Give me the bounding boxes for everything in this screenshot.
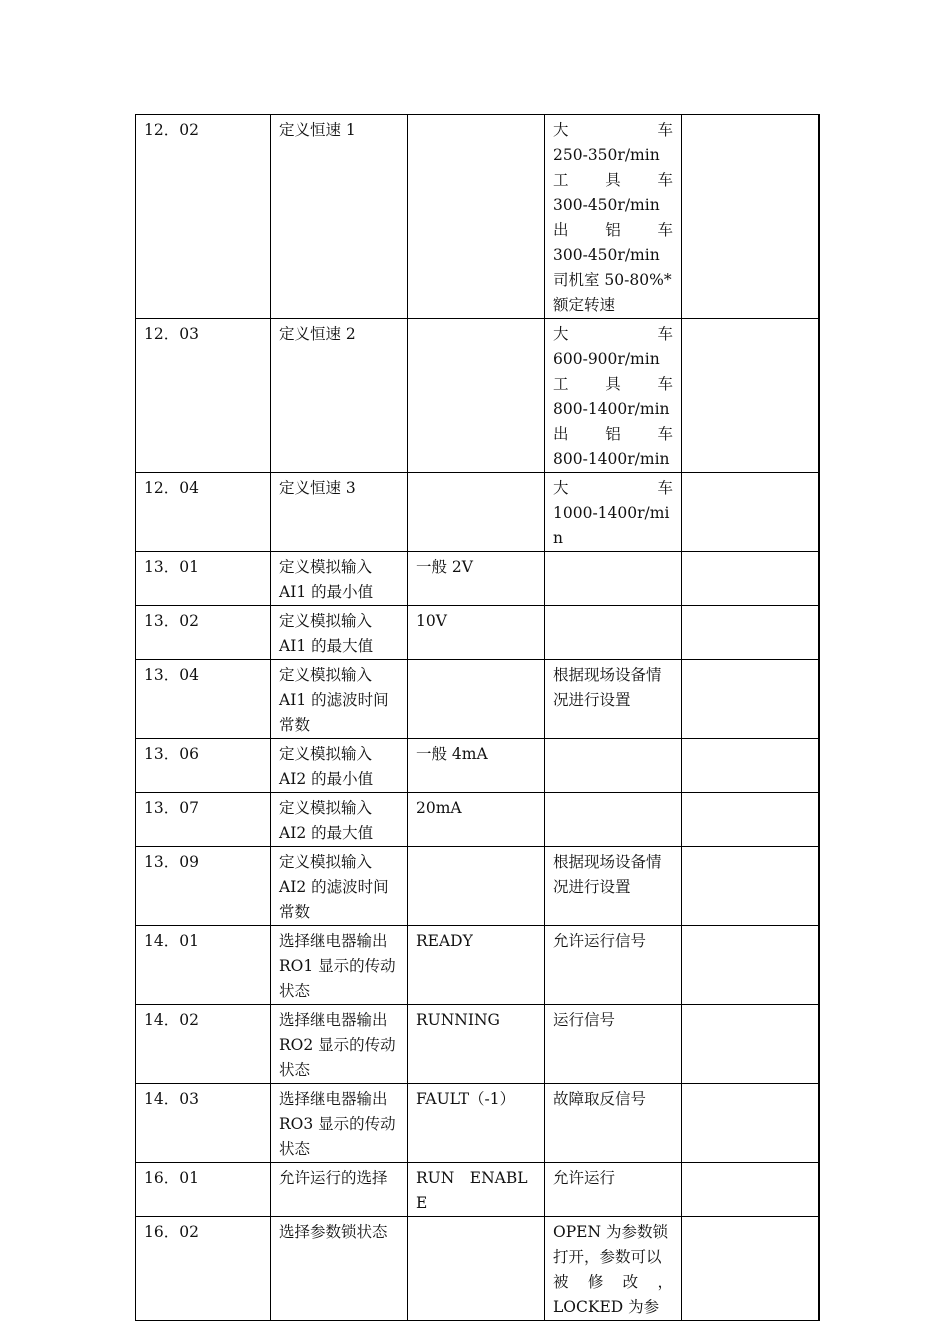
cell-line: 250-350r/min [553, 146, 660, 164]
cell-line: 14．03 [144, 1090, 199, 1108]
cell-line: 常数 [279, 716, 311, 734]
cell-line: 出 铝 车 [553, 221, 673, 239]
param-name-cell [271, 847, 408, 926]
cell-line: 况进行设置 [553, 691, 631, 709]
cell-line: 根据现场设备情 [553, 853, 662, 871]
table-body [136, 115, 820, 1321]
cell-line: AI2 的滤波时间 [279, 878, 389, 896]
cell-line: 选择参数锁状态 [279, 1223, 388, 1241]
table-row [136, 319, 820, 473]
table-row [136, 1217, 820, 1321]
param-note-cell [545, 1217, 682, 1321]
param-extra-cell [682, 1163, 820, 1217]
param-extra-cell [682, 115, 820, 319]
cell-line: 状态 [279, 1061, 311, 1079]
param-extra-cell [682, 552, 820, 606]
param-value-cell [408, 473, 545, 552]
param-code-cell [136, 660, 271, 739]
cell-line: RUNNING [416, 1011, 500, 1029]
param-code-cell [136, 473, 271, 552]
param-name-cell [271, 660, 408, 739]
param-extra-cell [682, 926, 820, 1005]
cell-line: AI1 的最小值 [279, 583, 374, 601]
param-name-cell [271, 606, 408, 660]
cell-line: 工 具 车 [553, 375, 673, 393]
cell-line: 定义模拟输入 [279, 853, 373, 871]
cell-line: 13．02 [144, 612, 199, 630]
table-row [136, 473, 820, 552]
param-value-cell [408, 793, 545, 847]
param-name-cell [271, 739, 408, 793]
cell-line: 打开，参数可以 [553, 1248, 662, 1266]
cell-line: RO1 显示的传动 [279, 957, 396, 975]
param-code-cell [136, 552, 271, 606]
cell-line: 定义恒速 2 [279, 325, 356, 343]
param-name-cell [271, 1217, 408, 1321]
cell-line: AI1 的最大值 [279, 637, 374, 655]
param-note-cell [545, 847, 682, 926]
cell-line: 大 车 [553, 121, 673, 139]
cell-line: AI1 的滤波时间 [279, 691, 389, 709]
cell-line: 允许运行的选择 [279, 1169, 388, 1187]
cell-line: 13．04 [144, 666, 199, 684]
table-row [136, 847, 820, 926]
param-value-cell [408, 319, 545, 473]
table-row [136, 793, 820, 847]
param-code-cell [136, 115, 271, 319]
param-value-cell [408, 1163, 545, 1217]
param-extra-cell [682, 793, 820, 847]
cell-line: AI2 的最大值 [279, 824, 374, 842]
cell-line: 选择继电器输出 [279, 932, 388, 950]
param-code-cell [136, 793, 271, 847]
cell-line: 运行信号 [553, 1011, 616, 1029]
param-code-cell [136, 606, 271, 660]
cell-line: 一般 2V [416, 558, 473, 576]
param-value-cell [408, 847, 545, 926]
cell-line: 常数 [279, 903, 311, 921]
param-name-cell [271, 115, 408, 319]
cell-line: AI2 的最小值 [279, 770, 374, 788]
cell-line: 300-450r/min [553, 196, 660, 214]
param-name-cell [271, 793, 408, 847]
cell-line: 定义恒速 3 [279, 479, 356, 497]
param-note-cell [545, 926, 682, 1005]
param-note-cell [545, 606, 682, 660]
param-extra-cell [682, 660, 820, 739]
cell-line: 定义模拟输入 [279, 612, 373, 630]
param-value-cell [408, 1084, 545, 1163]
param-name-cell [271, 1084, 408, 1163]
cell-line: 司机室 50-80%* [553, 271, 672, 289]
cell-line: 800-1400r/min [553, 400, 670, 418]
cell-line: 14．01 [144, 932, 199, 950]
param-name-cell [271, 926, 408, 1005]
param-code-cell [136, 847, 271, 926]
cell-line: 10V [416, 612, 447, 630]
param-note-cell [545, 1005, 682, 1084]
param-note-cell [545, 1163, 682, 1217]
table-row [136, 1084, 820, 1163]
cell-line: 600-900r/min [553, 350, 660, 368]
param-note-cell [545, 793, 682, 847]
cell-line: LOCKED 为参 [553, 1298, 660, 1316]
param-code-cell [136, 926, 271, 1005]
param-extra-cell [682, 1084, 820, 1163]
table-row [136, 926, 820, 1005]
cell-line: FAULT（-1） [416, 1090, 516, 1108]
param-note-cell [545, 739, 682, 793]
cell-line: 额定转速 [553, 296, 616, 314]
cell-line: 定义恒速 1 [279, 121, 356, 139]
cell-line: 12．03 [144, 325, 199, 343]
cell-line: 16．01 [144, 1169, 199, 1187]
table-row [136, 552, 820, 606]
cell-line: 定义模拟输入 [279, 666, 373, 684]
cell-line: 16．02 [144, 1223, 199, 1241]
table-row [136, 1005, 820, 1084]
cell-line: 被 修 改 ， [553, 1273, 673, 1291]
cell-line: 1000-1400r/min [553, 504, 670, 547]
cell-line: 定义模拟输入 [279, 799, 373, 817]
table-row [136, 115, 820, 319]
param-extra-cell [682, 847, 820, 926]
param-note-cell [545, 319, 682, 473]
cell-line: 允许运行 [553, 1169, 616, 1187]
param-code-cell [136, 1163, 271, 1217]
cell-line: 13．09 [144, 853, 199, 871]
param-extra-cell [682, 739, 820, 793]
cell-line: RO3 显示的传动 [279, 1115, 396, 1133]
cell-line: 状态 [279, 982, 311, 1000]
table-row [136, 606, 820, 660]
param-name-cell [271, 319, 408, 473]
param-code-cell [136, 1217, 271, 1321]
param-name-cell [271, 473, 408, 552]
cell-line: 20mA [416, 799, 462, 817]
param-value-cell [408, 115, 545, 319]
param-value-cell [408, 606, 545, 660]
table-row [136, 1163, 820, 1217]
cell-line: 13．06 [144, 745, 199, 763]
table-row [136, 739, 820, 793]
table-row [136, 660, 820, 739]
cell-line: RO2 显示的传动 [279, 1036, 396, 1054]
cell-line: 定义模拟输入 [279, 745, 373, 763]
cell-line: 大 车 [553, 479, 673, 497]
cell-line: 12．04 [144, 479, 199, 497]
cell-line: READY [416, 932, 473, 950]
param-code-cell [136, 1084, 271, 1163]
param-name-cell [271, 1005, 408, 1084]
cell-line: 800-1400r/min [553, 450, 670, 468]
param-extra-cell [682, 1005, 820, 1084]
param-note-cell [545, 660, 682, 739]
parameter-table [135, 114, 820, 1321]
param-code-cell [136, 739, 271, 793]
cell-line: 故障取反信号 [553, 1090, 647, 1108]
param-value-cell [408, 926, 545, 1005]
cell-line: 状态 [279, 1140, 311, 1158]
param-note-cell [545, 115, 682, 319]
cell-line: 定义模拟输入 [279, 558, 373, 576]
cell-line: 根据现场设备情 [553, 666, 662, 684]
cell-line: RUN ENABLE [416, 1169, 528, 1212]
cell-line: 12．02 [144, 121, 199, 139]
cell-line: 出 铝 车 [553, 425, 673, 443]
param-value-cell [408, 1005, 545, 1084]
param-value-cell [408, 660, 545, 739]
cell-line: 一般 4mA [416, 745, 488, 763]
param-value-cell [408, 1217, 545, 1321]
param-extra-cell [682, 1217, 820, 1321]
cell-line: 况进行设置 [553, 878, 631, 896]
cell-line: 13．07 [144, 799, 199, 817]
param-extra-cell [682, 473, 820, 552]
cell-line: 选择继电器输出 [279, 1090, 388, 1108]
param-note-cell [545, 552, 682, 606]
param-name-cell [271, 552, 408, 606]
param-code-cell [136, 1005, 271, 1084]
cell-line: 大 车 [553, 325, 673, 343]
cell-line: 13．01 [144, 558, 199, 576]
cell-line: 300-450r/min [553, 246, 660, 264]
param-extra-cell [682, 319, 820, 473]
param-name-cell [271, 1163, 408, 1217]
cell-line: 工 具 车 [553, 171, 673, 189]
param-extra-cell [682, 606, 820, 660]
param-value-cell [408, 739, 545, 793]
param-note-cell [545, 473, 682, 552]
cell-line: 14．02 [144, 1011, 199, 1029]
cell-line: 允许运行信号 [553, 932, 647, 950]
param-code-cell [136, 319, 271, 473]
cell-line: 选择继电器输出 [279, 1011, 388, 1029]
cell-line: OPEN 为参数锁 [553, 1223, 668, 1241]
param-note-cell [545, 1084, 682, 1163]
param-value-cell [408, 552, 545, 606]
